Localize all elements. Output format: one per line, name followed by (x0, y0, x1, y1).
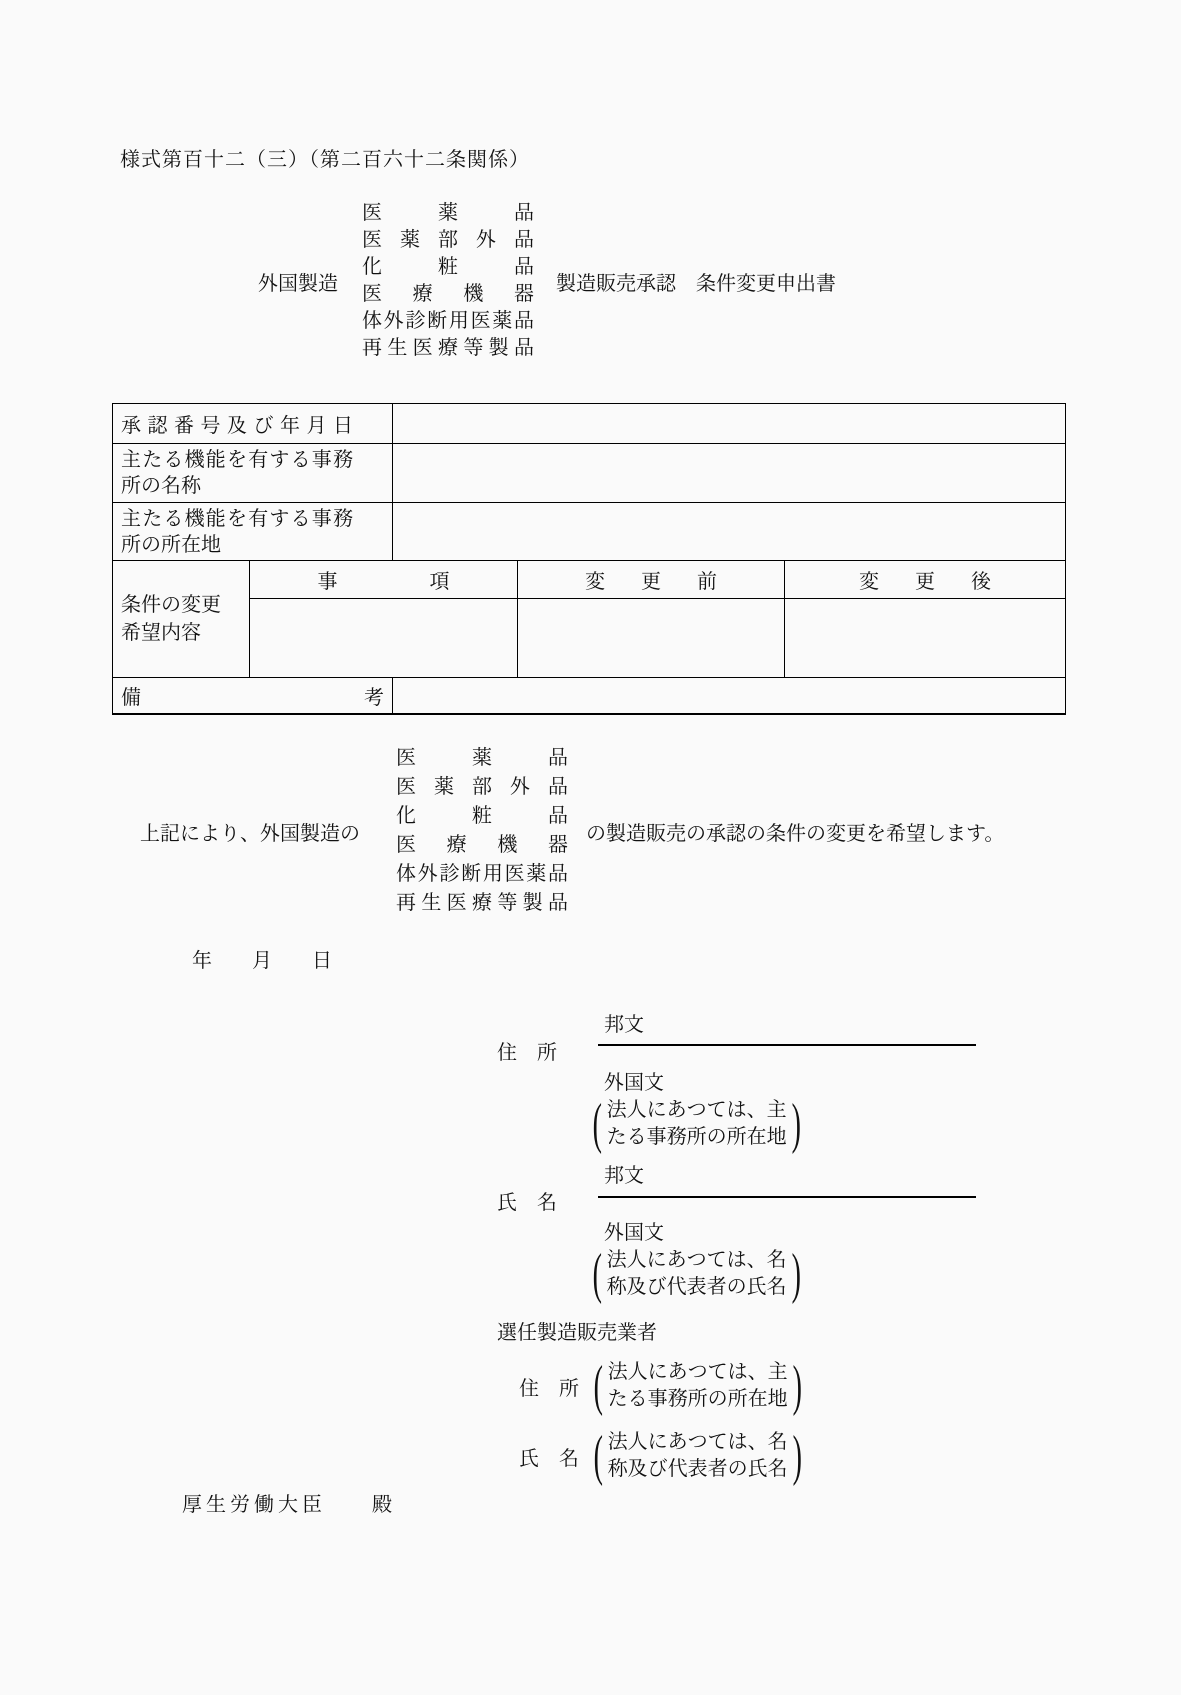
product-type-item: 医薬品 (362, 202, 534, 224)
heading-suffix: 製造販売承認 条件変更申出書 (556, 272, 836, 295)
statement-suffix: の製造販売の承認の条件の変更を希望します。 (586, 822, 1005, 845)
minister-label: 厚生労働大臣 (182, 1494, 326, 1516)
corporate-note-line: 法人にあつては、名 (606, 1249, 787, 1271)
product-type-item: 化粧品 (362, 256, 534, 278)
product-type-item: 医薬部外品 (396, 776, 568, 798)
close-paren: ) (792, 1355, 802, 1417)
corporate-note-line: 法人にあつては、主 (607, 1361, 788, 1383)
foreign-text-label: 外国文 (604, 1222, 664, 1244)
form-heading (258, 200, 836, 362)
product-type-item: 医薬品 (396, 747, 568, 769)
approval-number-label-cell (113, 404, 393, 444)
agent-address-corporate-note (589, 1355, 806, 1417)
open-paren: ( (593, 1355, 603, 1417)
address-japanese-fill-line (598, 1044, 976, 1046)
corporate-note-text (608, 1429, 788, 1483)
product-type-item: 医療機器 (362, 283, 534, 305)
agent-address-label: 住 所 (519, 1377, 579, 1400)
selected-marketing-holder-heading: 選任製造販売業者 (497, 1322, 657, 1344)
office-address-value-cell (393, 503, 1066, 561)
name-label: 氏 名 (497, 1192, 557, 1214)
close-paren: ) (791, 1093, 801, 1155)
corporate-note-line: たる事務所の所在地 (606, 1126, 787, 1148)
product-type-item: 医薬部外品 (362, 229, 534, 251)
corporate-note-text (608, 1359, 788, 1413)
corporate-note-text (607, 1247, 787, 1301)
honorific-label: 殿 (372, 1494, 392, 1516)
corporate-note-line: 称及び代表者の氏名 (606, 1276, 787, 1298)
product-type-item: 医療機器 (396, 834, 568, 856)
product-type-item: 再生医療等製品 (362, 337, 534, 359)
corporate-note-line: 称及び代表者の氏名 (607, 1458, 788, 1480)
after-value-cell (785, 599, 1066, 678)
form-title: 様式第百十二（三）（第二百六十二条関係） (120, 149, 530, 171)
remarks-value-cell (393, 678, 1066, 714)
remarks-label-cell (113, 678, 393, 714)
column-header-before: 変更前 (585, 571, 717, 593)
office-name-label: 主たる機能を有する事務所の名称 (121, 449, 353, 497)
open-paren: ( (593, 1425, 603, 1487)
corporate-note-line: たる事務所の所在地 (607, 1388, 788, 1410)
address-label: 住 所 (497, 1042, 557, 1064)
product-type-item: 再生医療等製品 (396, 892, 568, 914)
open-paren: ( (592, 1243, 602, 1305)
foreign-text-label: 外国文 (604, 1072, 664, 1094)
agent-name-label: 氏 名 (519, 1447, 579, 1470)
agent-address-row (519, 1355, 806, 1417)
statement-product-type-list (396, 744, 568, 918)
heading-prefix: 外国製造 (258, 272, 338, 295)
office-name-value-cell (393, 444, 1066, 503)
approval-number-value-cell (393, 404, 1066, 444)
open-paren: ( (592, 1093, 602, 1155)
conditions-label: 条件の変更希望内容 (121, 594, 221, 644)
column-header-before-cell (518, 561, 785, 599)
japanese-text-label: 邦文 (604, 1165, 644, 1187)
corporate-note-line: 法人にあつては、主 (606, 1099, 787, 1121)
close-paren: ) (792, 1425, 802, 1487)
agent-name-corporate-note (589, 1425, 806, 1487)
product-type-item: 体外診断用医薬品 (396, 863, 568, 885)
address-corporate-note (588, 1093, 805, 1155)
conditions-label-cell (113, 561, 250, 678)
before-value-cell (518, 599, 785, 678)
statement-sentence (140, 744, 1004, 918)
name-corporate-note (588, 1243, 805, 1305)
corporate-note-text (607, 1097, 787, 1151)
office-address-label: 主たる機能を有する事務所の所在地 (121, 507, 353, 556)
approval-number-label: 承認番号及び年月日 (121, 415, 353, 437)
office-address-label-cell (113, 503, 393, 561)
japanese-text-label: 邦文 (604, 1014, 644, 1036)
item-value-cell (250, 599, 518, 678)
application-table (112, 403, 1066, 715)
date-line: 年 月 日 (192, 950, 332, 972)
close-paren: ) (791, 1243, 801, 1305)
column-header-after: 変更後 (859, 571, 992, 593)
column-header-after-cell (785, 561, 1066, 599)
statement-prefix: 上記により、外国製造の (140, 822, 360, 845)
office-name-label-cell (113, 444, 393, 503)
product-type-item: 体外診断用医薬品 (362, 310, 534, 332)
column-header-item: 事項 (317, 571, 450, 593)
agent-name-row (519, 1425, 806, 1487)
heading-product-type-list (362, 200, 534, 362)
name-japanese-fill-line (598, 1196, 976, 1198)
column-header-item-cell (250, 561, 518, 599)
remarks-label: 備考 (121, 686, 384, 709)
product-type-item: 化粧品 (396, 805, 568, 827)
corporate-note-line: 法人にあつては、名 (607, 1431, 788, 1453)
